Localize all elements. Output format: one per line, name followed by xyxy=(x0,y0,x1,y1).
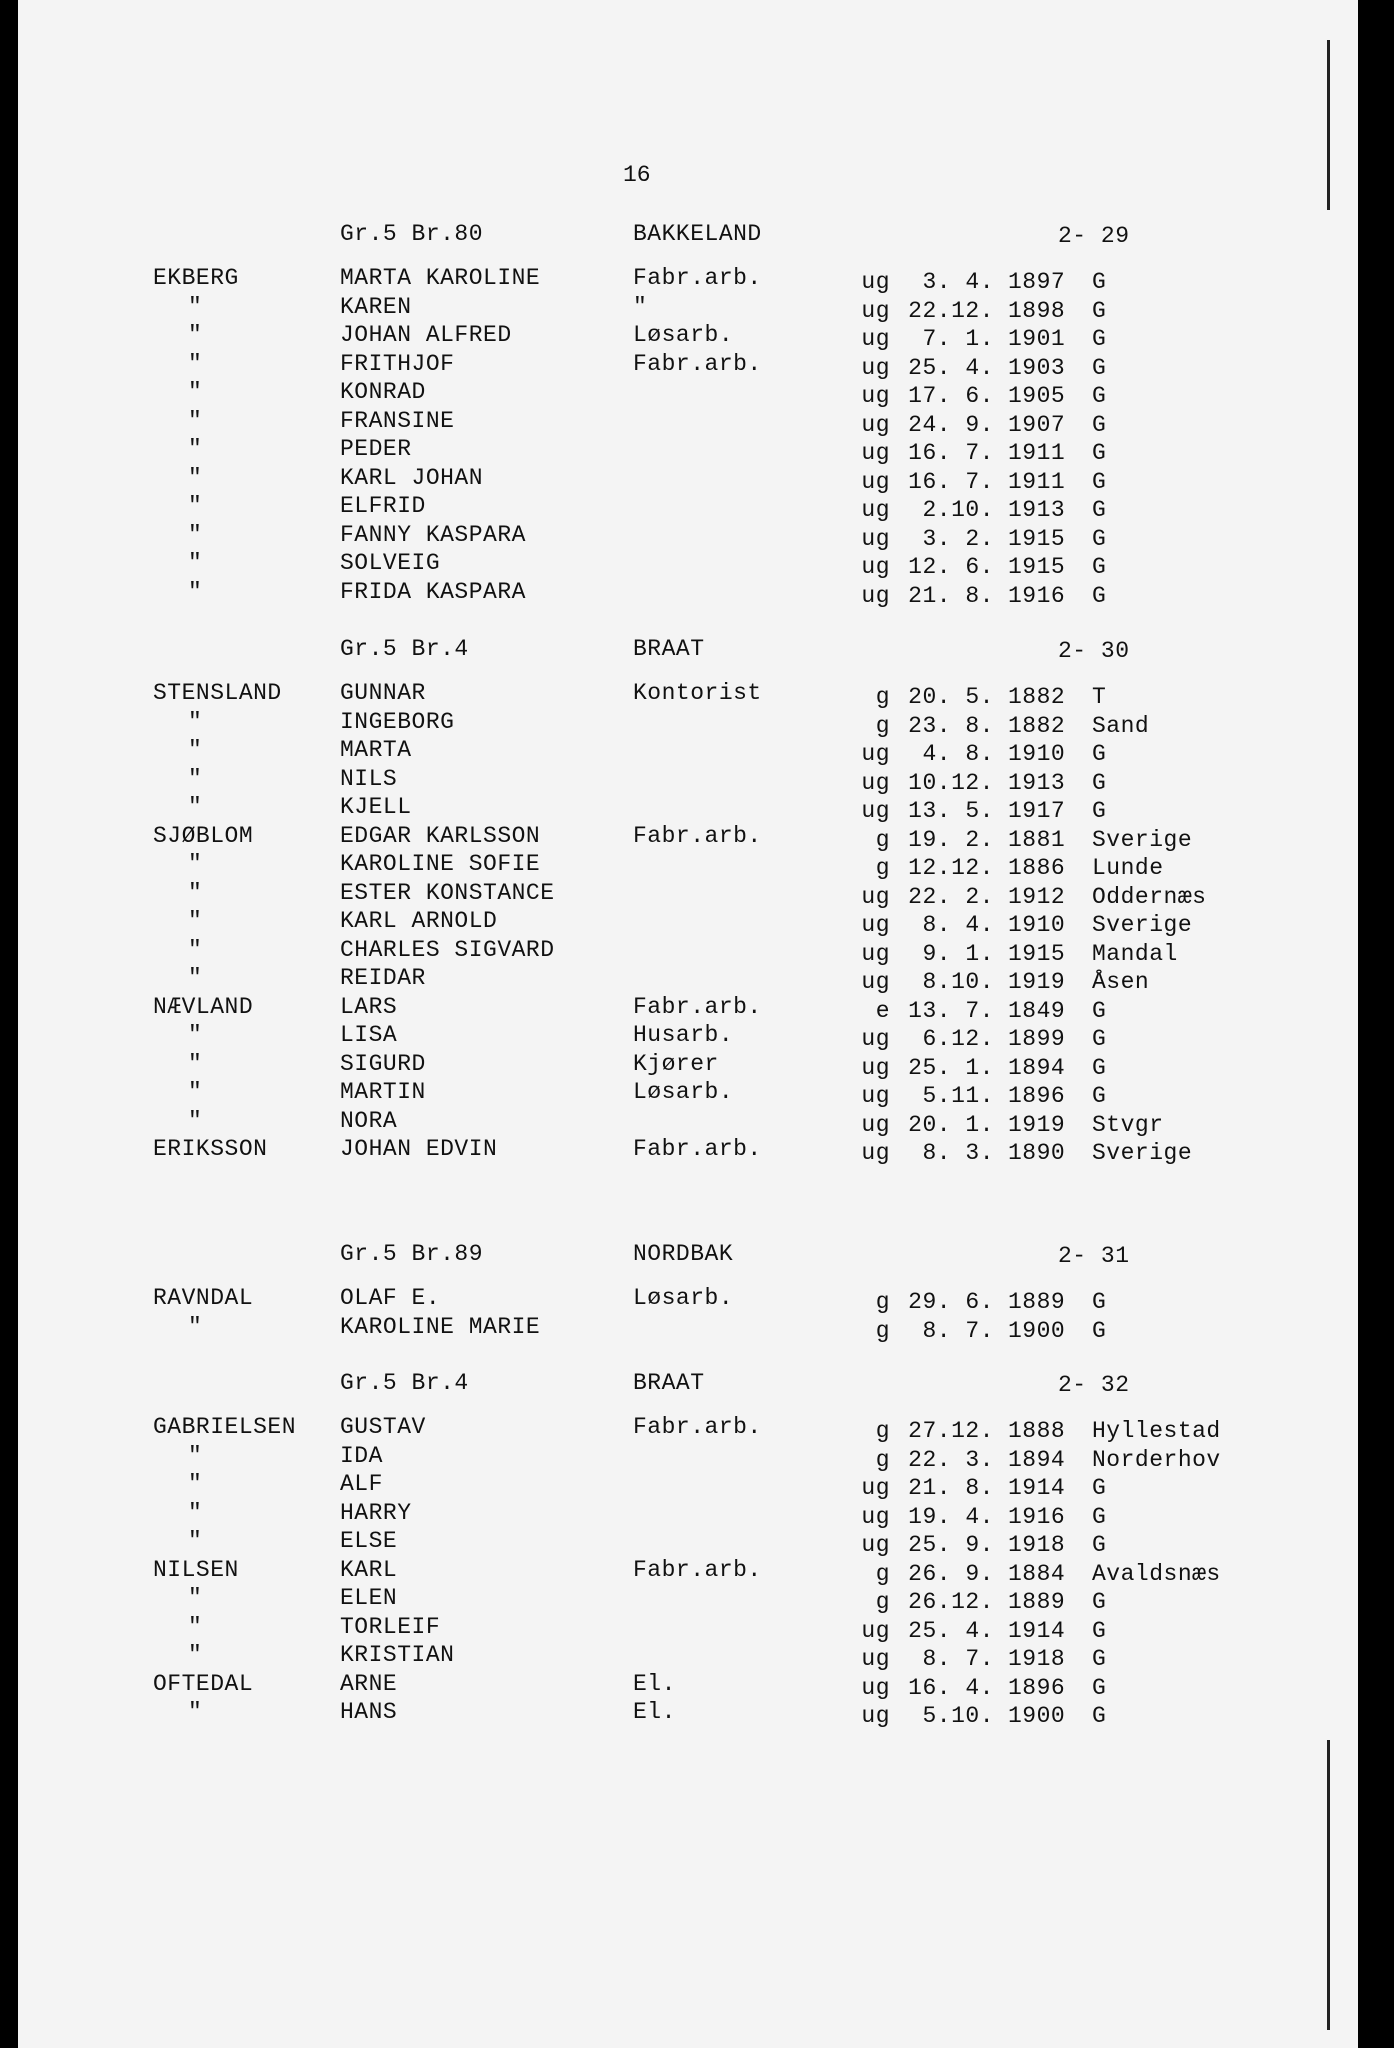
record-birth-date: 21. 8. xyxy=(908,1475,994,1501)
record-birth-date: 29. 6. xyxy=(908,1289,994,1315)
record-birth-year: 1901 xyxy=(1008,326,1066,352)
record-given-name: ESTER KONSTANCE xyxy=(340,879,555,906)
record-birthplace: G xyxy=(1092,354,1107,381)
record-birth-year: 1914 xyxy=(1008,1617,1066,1644)
record-birth-year: 1918 xyxy=(1008,1646,1066,1672)
record-birth-year: 1888 xyxy=(1008,1418,1066,1444)
record-given-name: NORA xyxy=(340,1107,398,1134)
record-occupation: Fabr.arb. xyxy=(633,993,762,1020)
record-birthplace: Norderhov xyxy=(1092,1446,1221,1473)
record-surname: " xyxy=(188,1107,203,1134)
record-birth-year: 1903 xyxy=(1008,354,1066,381)
record-birth-date: 19. 4. xyxy=(908,1503,994,1530)
record-birthplace: G xyxy=(1092,1674,1107,1701)
record-birth-year: 1911 xyxy=(1008,440,1066,466)
record-birth-year: 1898 xyxy=(1008,297,1066,324)
record-birthplace: Sverige xyxy=(1092,912,1193,938)
record-surname: " xyxy=(188,794,203,820)
record-birthplace: G xyxy=(1092,326,1107,352)
record-birthplace: Åsen xyxy=(1092,969,1150,995)
record-birth-date: 7. 1. xyxy=(922,326,994,352)
record-surname: RAVNDAL xyxy=(153,1285,254,1311)
record-birth-date: 8. 3. xyxy=(922,1140,994,1166)
record-marital-status: ug xyxy=(861,554,890,580)
record-birth-year: 1882 xyxy=(1008,712,1066,739)
record-birthplace: G xyxy=(1092,269,1107,295)
record-marital-status: ug xyxy=(861,440,890,466)
record-birthplace: G xyxy=(1092,1475,1107,1501)
record-given-name: TORLEIF xyxy=(340,1613,441,1640)
record-birth-date: 13. 7. xyxy=(908,997,994,1024)
record-surname: " xyxy=(188,1528,203,1554)
record-birthplace: Hyllestad xyxy=(1092,1418,1221,1444)
record-given-name: KJELL xyxy=(340,794,412,820)
record-birthplace: G xyxy=(1092,741,1107,767)
record-occupation: Kjører xyxy=(633,1050,719,1077)
record-surname: " xyxy=(188,936,203,963)
record-marital-status: ug xyxy=(861,1703,890,1729)
record-birth-date: 27.12. xyxy=(908,1418,994,1444)
record-birthplace: G xyxy=(1092,997,1107,1024)
page-number: 16 xyxy=(623,162,651,188)
record-birth-date: 16. 7. xyxy=(908,468,994,495)
record-surname: " xyxy=(188,879,203,906)
record-birth-year: 1899 xyxy=(1008,1026,1066,1052)
record-given-name: MARTIN xyxy=(340,1079,426,1105)
record-given-name: KAROLINE MARIE xyxy=(340,1313,541,1340)
record-surname: SJØBLOM xyxy=(153,822,254,849)
record-birth-date: 3. 4. xyxy=(922,269,994,295)
record-birth-date: 5.11. xyxy=(922,1083,994,1109)
record-marital-status: ug xyxy=(861,497,890,523)
record-birth-date: 5.10. xyxy=(922,1703,994,1729)
record-surname: " xyxy=(188,578,203,605)
record-birth-year: 1915 xyxy=(1008,525,1066,552)
record-birth-date: 22. 2. xyxy=(908,883,994,910)
record-surname: " xyxy=(188,1499,203,1526)
record-birth-year: 1919 xyxy=(1008,1111,1066,1138)
record-given-name: ELSE xyxy=(340,1528,398,1554)
record-given-name: HANS xyxy=(340,1699,398,1725)
record-occupation: Løsarb. xyxy=(633,322,734,348)
record-marital-status: ug xyxy=(861,383,890,409)
record-occupation: " xyxy=(633,293,648,320)
group-header-ref: 2- 30 xyxy=(1058,638,1130,664)
record-birth-year: 1912 xyxy=(1008,883,1066,910)
group-header-place: BAKKELAND xyxy=(633,221,762,247)
record-birth-year: 1915 xyxy=(1008,554,1066,580)
record-birth-date: 8. 7. xyxy=(922,1317,994,1344)
record-given-name: KONRAD xyxy=(340,379,426,405)
record-birth-date: 26. 9. xyxy=(908,1560,994,1587)
record-birth-year: 1915 xyxy=(1008,940,1066,967)
record-marital-status: ug xyxy=(861,525,890,552)
record-birth-date: 8.10. xyxy=(922,969,994,995)
record-surname: " xyxy=(188,379,203,405)
record-surname: EKBERG xyxy=(153,265,239,291)
record-occupation: El. xyxy=(633,1699,676,1725)
record-occupation: El. xyxy=(633,1670,676,1697)
record-birthplace: G xyxy=(1092,383,1107,409)
record-birth-date: 4. 8. xyxy=(922,741,994,767)
record-marital-status: ug xyxy=(861,940,890,967)
record-given-name: REIDAR xyxy=(340,965,426,991)
record-birth-year: 1890 xyxy=(1008,1140,1066,1166)
group-header-gr: Gr.5 Br.4 xyxy=(340,636,469,662)
record-birth-date: 8. 4. xyxy=(922,912,994,938)
record-birth-year: 1907 xyxy=(1008,411,1066,438)
record-birth-date: 21. 8. xyxy=(908,582,994,609)
record-birth-year: 1913 xyxy=(1008,769,1066,796)
record-birth-date: 12.12. xyxy=(908,855,994,881)
record-birthplace: G xyxy=(1092,411,1107,438)
record-marital-status: ug xyxy=(861,1475,890,1501)
record-surname: NÆVLAND xyxy=(153,993,254,1020)
record-given-name: ARNE xyxy=(340,1670,398,1697)
record-birth-year: 1911 xyxy=(1008,468,1066,495)
record-given-name: LARS xyxy=(340,993,398,1020)
record-birthplace: Sverige xyxy=(1092,826,1193,853)
record-marital-status: g xyxy=(875,684,890,710)
record-surname: STENSLAND xyxy=(153,680,282,706)
record-birthplace: Sverige xyxy=(1092,1140,1193,1166)
record-given-name: IDA xyxy=(340,1442,383,1469)
record-given-name: MARTA KAROLINE xyxy=(340,265,541,291)
record-given-name: ALF xyxy=(340,1471,383,1497)
record-given-name: KAREN xyxy=(340,293,412,320)
record-given-name: NILS xyxy=(340,765,398,792)
record-given-name: FRIDA KASPARA xyxy=(340,578,526,605)
record-occupation: Løsarb. xyxy=(633,1079,734,1105)
group-header-gr: Gr.5 Br.89 xyxy=(340,1241,484,1267)
group-header-ref: 2- 29 xyxy=(1058,223,1130,249)
record-given-name: KARL ARNOLD xyxy=(340,908,498,934)
record-surname: " xyxy=(188,1022,203,1048)
record-birthplace: G xyxy=(1092,1026,1107,1052)
record-given-name: SIGURD xyxy=(340,1050,426,1077)
page-edge-mark xyxy=(1327,40,1330,210)
record-given-name: INGEBORG xyxy=(340,708,455,735)
page-edge-mark xyxy=(1327,1740,1330,2030)
record-marital-status: ug xyxy=(861,1111,890,1138)
record-birthplace: G xyxy=(1092,468,1107,495)
record-surname: " xyxy=(188,1313,203,1340)
record-surname: " xyxy=(188,436,203,462)
record-birth-date: 12. 6. xyxy=(908,554,994,580)
record-surname: " xyxy=(188,908,203,934)
record-surname: " xyxy=(188,521,203,548)
record-marital-status: ug xyxy=(861,1083,890,1109)
record-birthplace: G xyxy=(1092,1289,1107,1315)
record-birthplace: G xyxy=(1092,582,1107,609)
record-marital-status: g xyxy=(875,1289,890,1315)
record-birth-date: 23. 8. xyxy=(908,712,994,739)
record-given-name: ELFRID xyxy=(340,493,426,519)
record-birthplace: G xyxy=(1092,1646,1107,1672)
record-surname: " xyxy=(188,350,203,377)
record-occupation: Kontorist xyxy=(633,680,762,706)
record-birthplace: G xyxy=(1092,1589,1107,1615)
record-birthplace: Lunde xyxy=(1092,855,1164,881)
record-marital-status: g xyxy=(875,1317,890,1344)
record-birth-year: 1914 xyxy=(1008,1475,1066,1501)
record-occupation: Fabr.arb. xyxy=(633,350,762,377)
record-surname: " xyxy=(188,550,203,576)
group-header-gr: Gr.5 Br.80 xyxy=(340,221,484,247)
record-surname: " xyxy=(188,1642,203,1668)
record-surname: " xyxy=(188,965,203,991)
record-given-name: MARTA xyxy=(340,737,412,763)
record-birth-year: 1905 xyxy=(1008,383,1066,409)
record-given-name: KAROLINE SOFIE xyxy=(340,851,541,877)
record-surname: GABRIELSEN xyxy=(153,1414,297,1440)
record-birth-year: 1918 xyxy=(1008,1532,1066,1558)
group-header-ref: 2- 31 xyxy=(1058,1243,1130,1269)
record-surname: " xyxy=(188,1079,203,1105)
record-marital-status: ug xyxy=(861,1054,890,1081)
record-occupation: Husarb. xyxy=(633,1022,734,1048)
record-birthplace: G xyxy=(1092,1054,1107,1081)
record-birth-date: 8. 7. xyxy=(922,1646,994,1672)
record-birth-date: 20. 1. xyxy=(908,1111,994,1138)
record-marital-status: ug xyxy=(861,1503,890,1530)
record-birth-date: 20. 5. xyxy=(908,684,994,710)
record-given-name: FANNY KASPARA xyxy=(340,521,526,548)
record-marital-status: ug xyxy=(861,741,890,767)
record-birth-year: 1910 xyxy=(1008,741,1066,767)
record-given-name: GUSTAV xyxy=(340,1414,426,1440)
record-marital-status: ug xyxy=(861,883,890,910)
record-occupation: Fabr.arb. xyxy=(633,1556,762,1583)
record-given-name: GUNNAR xyxy=(340,680,426,706)
record-given-name: CHARLES SIGVARD xyxy=(340,936,555,963)
record-surname: " xyxy=(188,493,203,519)
document-page xyxy=(18,0,1358,2048)
record-surname: " xyxy=(188,1050,203,1077)
record-marital-status: ug xyxy=(861,354,890,381)
record-surname: " xyxy=(188,851,203,877)
record-given-name: KRISTIAN xyxy=(340,1642,455,1668)
record-marital-status: g xyxy=(875,1418,890,1444)
record-surname: " xyxy=(188,708,203,735)
record-occupation: Fabr.arb. xyxy=(633,1136,762,1162)
record-surname: " xyxy=(188,765,203,792)
record-marital-status: g xyxy=(875,1446,890,1473)
record-birth-date: 24. 9. xyxy=(908,411,994,438)
record-birth-date: 22. 3. xyxy=(908,1446,994,1473)
record-birthplace: Stvgr xyxy=(1092,1111,1164,1138)
record-birth-year: 1881 xyxy=(1008,826,1066,853)
record-birthplace: T xyxy=(1092,684,1107,710)
record-marital-status: ug xyxy=(861,269,890,295)
record-surname: " xyxy=(188,1699,203,1725)
record-given-name: FRANSINE xyxy=(340,407,455,434)
record-surname: " xyxy=(188,1471,203,1497)
record-birth-date: 25. 9. xyxy=(908,1532,994,1558)
record-birth-date: 26.12. xyxy=(908,1589,994,1615)
record-birthplace: G xyxy=(1092,1532,1107,1558)
record-birth-year: 1916 xyxy=(1008,582,1066,609)
record-birth-date: 3. 2. xyxy=(922,525,994,552)
record-birth-date: 10.12. xyxy=(908,769,994,796)
record-birth-year: 1896 xyxy=(1008,1674,1066,1701)
record-marital-status: ug xyxy=(861,297,890,324)
record-given-name: KARL xyxy=(340,1556,398,1583)
record-birth-year: 1882 xyxy=(1008,684,1066,710)
record-birth-year: 1919 xyxy=(1008,969,1066,995)
record-marital-status: ug xyxy=(861,326,890,352)
group-header-ref: 2- 32 xyxy=(1058,1372,1130,1398)
record-given-name: EDGAR KARLSSON xyxy=(340,822,541,849)
record-birth-year: 1889 xyxy=(1008,1589,1066,1615)
record-given-name: SOLVEIG xyxy=(340,550,441,576)
record-given-name: JOHAN ALFRED xyxy=(340,322,512,348)
record-birthplace: G xyxy=(1092,798,1107,824)
record-occupation: Fabr.arb. xyxy=(633,1414,762,1440)
record-given-name: OLAF E. xyxy=(340,1285,441,1311)
record-birthplace: G xyxy=(1092,1503,1107,1530)
record-birthplace: G xyxy=(1092,554,1107,580)
record-birth-year: 1896 xyxy=(1008,1083,1066,1109)
record-birth-year: 1900 xyxy=(1008,1317,1066,1344)
record-birthplace: G xyxy=(1092,497,1107,523)
record-surname: " xyxy=(188,322,203,348)
record-birthplace: G xyxy=(1092,769,1107,796)
record-birthplace: G xyxy=(1092,297,1107,324)
record-marital-status: ug xyxy=(861,1646,890,1672)
record-birth-year: 1917 xyxy=(1008,798,1066,824)
record-birth-year: 1894 xyxy=(1008,1446,1066,1473)
record-birth-year: 1886 xyxy=(1008,855,1066,881)
record-birth-year: 1916 xyxy=(1008,1503,1066,1530)
record-given-name: JOHAN EDVIN xyxy=(340,1136,498,1162)
record-surname: " xyxy=(188,407,203,434)
group-header-place: BRAAT xyxy=(633,1370,705,1396)
record-birth-date: 22.12. xyxy=(908,297,994,324)
record-surname: NILSEN xyxy=(153,1556,239,1583)
record-marital-status: g xyxy=(875,1589,890,1615)
record-given-name: HARRY xyxy=(340,1499,412,1526)
record-birth-year: 1897 xyxy=(1008,269,1066,295)
record-birthplace: G xyxy=(1092,1317,1107,1344)
record-birth-date: 25. 4. xyxy=(908,354,994,381)
record-birthplace: Avaldsnæs xyxy=(1092,1560,1221,1587)
record-marital-status: ug xyxy=(861,1674,890,1701)
record-birth-date: 16. 4. xyxy=(908,1674,994,1701)
record-birthplace: Sand xyxy=(1092,712,1150,739)
record-birth-date: 13. 5. xyxy=(908,798,994,824)
record-birth-year: 1849 xyxy=(1008,997,1066,1024)
record-marital-status: g xyxy=(875,826,890,853)
record-surname: " xyxy=(188,1585,203,1611)
record-marital-status: ug xyxy=(861,411,890,438)
record-birthplace: G xyxy=(1092,440,1107,466)
record-surname: " xyxy=(188,1613,203,1640)
record-surname: ERIKSSON xyxy=(153,1136,268,1162)
record-given-name: KARL JOHAN xyxy=(340,464,484,491)
record-birth-date: 16. 7. xyxy=(908,440,994,466)
record-birth-date: 6.12. xyxy=(922,1026,994,1052)
record-given-name: FRITHJOF xyxy=(340,350,455,377)
record-surname: " xyxy=(188,464,203,491)
record-given-name: LISA xyxy=(340,1022,398,1048)
record-birthplace: G xyxy=(1092,1617,1107,1644)
record-birth-year: 1884 xyxy=(1008,1560,1066,1587)
record-occupation: Løsarb. xyxy=(633,1285,734,1311)
record-birth-date: 19. 2. xyxy=(908,826,994,853)
record-surname: " xyxy=(188,1442,203,1469)
record-birth-year: 1913 xyxy=(1008,497,1066,523)
record-marital-status: ug xyxy=(861,798,890,824)
record-marital-status: ug xyxy=(861,912,890,938)
record-occupation: Fabr.arb. xyxy=(633,822,762,849)
record-birth-date: 9. 1. xyxy=(922,940,994,967)
record-birth-year: 1889 xyxy=(1008,1289,1066,1315)
record-birth-date: 2.10. xyxy=(922,497,994,523)
record-birth-year: 1900 xyxy=(1008,1703,1066,1729)
record-surname: OFTEDAL xyxy=(153,1670,254,1697)
record-marital-status: g xyxy=(875,1560,890,1587)
record-birthplace: G xyxy=(1092,525,1107,552)
record-marital-status: ug xyxy=(861,969,890,995)
group-header-gr: Gr.5 Br.4 xyxy=(340,1370,469,1396)
group-header-place: NORDBAK xyxy=(633,1241,734,1267)
record-marital-status: g xyxy=(875,712,890,739)
record-birthplace: G xyxy=(1092,1083,1107,1109)
record-given-name: PEDER xyxy=(340,436,412,462)
record-marital-status: ug xyxy=(861,468,890,495)
record-birthplace: Oddernæs xyxy=(1092,883,1207,910)
record-birth-year: 1910 xyxy=(1008,912,1066,938)
record-given-name: ELEN xyxy=(340,1585,398,1611)
record-surname: " xyxy=(188,737,203,763)
record-birth-date: 17. 6. xyxy=(908,383,994,409)
record-marital-status: ug xyxy=(861,1140,890,1166)
record-occupation: Fabr.arb. xyxy=(633,265,762,291)
group-header-place: BRAAT xyxy=(633,636,705,662)
record-marital-status: e xyxy=(875,997,890,1024)
record-birth-date: 25. 1. xyxy=(908,1054,994,1081)
record-birth-date: 25. 4. xyxy=(908,1617,994,1644)
record-birth-year: 1894 xyxy=(1008,1054,1066,1081)
record-marital-status: ug xyxy=(861,1532,890,1558)
record-marital-status: ug xyxy=(861,1026,890,1052)
record-birthplace: G xyxy=(1092,1703,1107,1729)
record-birthplace: Mandal xyxy=(1092,940,1178,967)
record-marital-status: ug xyxy=(861,582,890,609)
record-marital-status: ug xyxy=(861,1617,890,1644)
record-marital-status: g xyxy=(875,855,890,881)
record-surname: " xyxy=(188,293,203,320)
record-marital-status: ug xyxy=(861,769,890,796)
